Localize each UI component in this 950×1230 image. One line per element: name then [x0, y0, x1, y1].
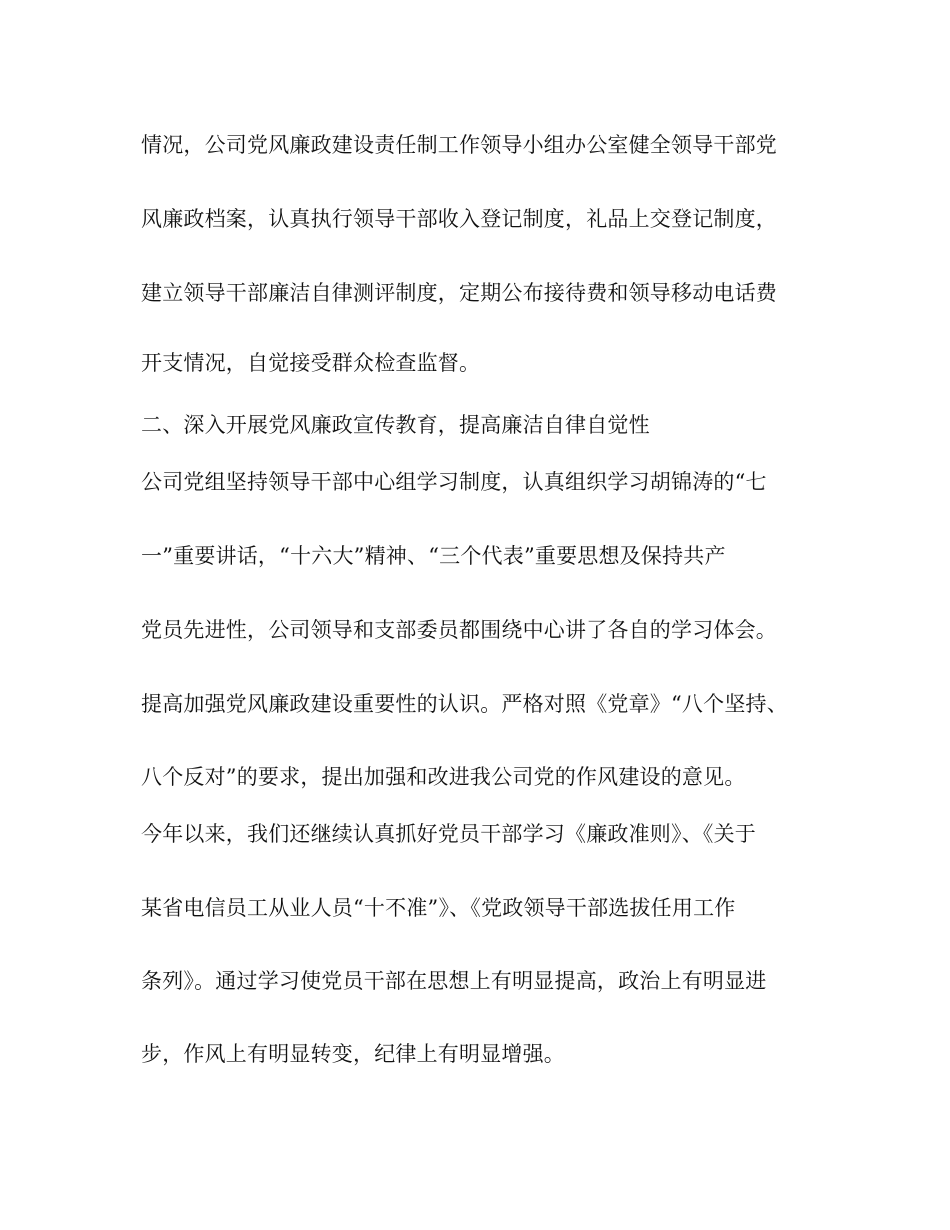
text-line: 今年以来，我们还继续认真抓好党员干部学习《廉政准则》、《关于 [141, 822, 756, 846]
text-line: 开支情况，自觉接受群众检查监督。 [141, 351, 481, 375]
text-line: 党员先进性，公司领导和支部委员都围绕中心讲了各自的学习体会。 [141, 618, 777, 642]
text-line: 一”重要讲话，“十六大”精神、“三个代表”重要思想及保持共产 [141, 544, 726, 568]
section-heading: 二、深入开展党风廉政宣传教育，提高廉洁自律自觉性 [141, 413, 650, 437]
text-line: 步，作风上有明显转变，纪律上有明显增强。 [141, 1042, 565, 1066]
text-line: 八个反对”的要求，提出加强和改进我公司党的作风建设的意见。 [141, 765, 746, 789]
text-line: 提高加强党风廉政建设重要性的认识。严格对照《党章》“八个坚持、 [141, 692, 788, 716]
text-line: 条列》。通过学习使党员干部在思想上有明显提高，政治上有明显进 [141, 969, 767, 993]
text-line: 建立领导干部廉洁自律测评制度，定期公布接待费和领导移动电话费 [141, 281, 777, 305]
text-line: 公司党组坚持领导干部中心组学习制度，认真组织学习胡锦涛的“七 [141, 470, 767, 494]
text-line: 风廉政档案，认真执行领导干部收入登记制度，礼品上交登记制度， [141, 207, 777, 231]
text-line: 情况，公司党风廉政建设责任制工作领导小组办公室健全领导干部党 [141, 133, 777, 157]
text-line: 某省电信员工从业人员“十不准”》、《党政领导干部选拔任用工作 [141, 896, 736, 920]
